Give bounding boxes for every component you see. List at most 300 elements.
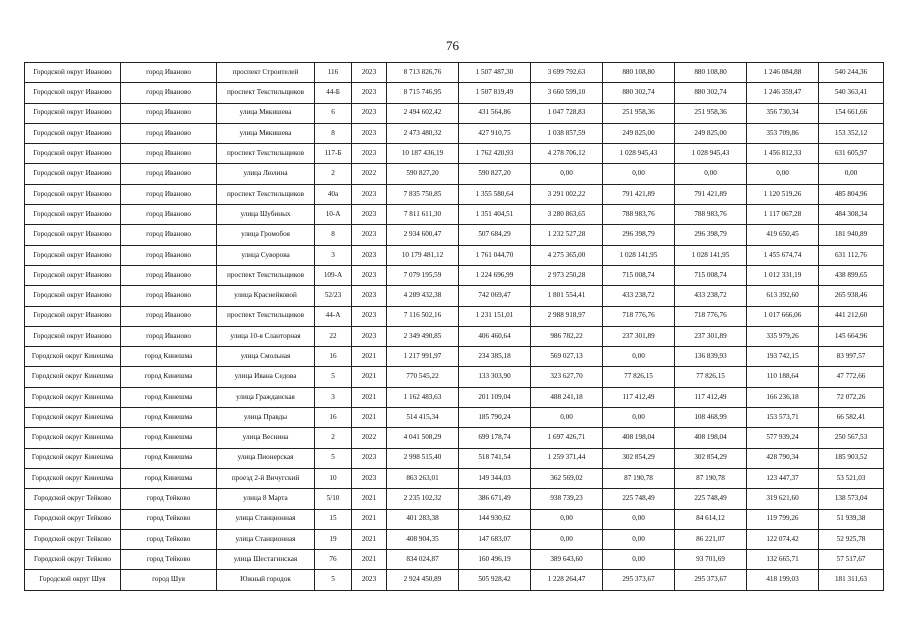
table-cell: 47 772,66	[819, 367, 884, 387]
table-cell: город Иваново	[121, 123, 217, 143]
table-cell: 540 363,41	[819, 83, 884, 103]
table-cell: 3 280 863,65	[531, 205, 603, 225]
table-cell: город Иваново	[121, 306, 217, 326]
table-cell: улица Громобоя	[217, 225, 315, 245]
table-cell: 1 507 819,49	[459, 83, 531, 103]
table-cell: 631 112,76	[819, 245, 884, 265]
table-cell: 2023	[352, 326, 387, 346]
table-cell: 505 928,42	[459, 570, 531, 590]
table-cell: 4 041 508,29	[387, 428, 459, 448]
table-cell: 153 352,12	[819, 123, 884, 143]
table-cell: 1 028 945,43	[603, 144, 675, 164]
table-cell: улица Правды	[217, 408, 315, 428]
table-cell: 265 938,46	[819, 286, 884, 306]
table-cell: город Иваново	[121, 225, 217, 245]
table-cell: 1 117 067,28	[747, 205, 819, 225]
table-cell: 5	[315, 367, 352, 387]
table-cell: 880 302,74	[603, 83, 675, 103]
table-cell: 10 179 481,12	[387, 245, 459, 265]
table-cell: 2 494 602,42	[387, 103, 459, 123]
table-cell: 2	[315, 428, 352, 448]
table-cell: улица Мякишева	[217, 103, 315, 123]
table-cell: 408 198,04	[603, 428, 675, 448]
table-cell: город Иваново	[121, 63, 217, 83]
table-cell: 1 801 554,41	[531, 286, 603, 306]
table-row	[25, 144, 884, 164]
table-cell: улица Пионерская	[217, 448, 315, 468]
table-cell: 438 899,65	[819, 265, 884, 285]
table-cell: 0,00	[531, 408, 603, 428]
table-cell: Городской округ Кинешма	[25, 448, 121, 468]
table-cell: 2023	[352, 83, 387, 103]
table-cell: 2023	[352, 306, 387, 326]
table-cell: 132 665,71	[747, 550, 819, 570]
table-cell: 540 244,36	[819, 63, 884, 83]
table-cell: город Иваново	[121, 83, 217, 103]
table-cell: 8	[315, 225, 352, 245]
table-cell: 123 447,37	[747, 468, 819, 488]
table-cell: 2023	[352, 468, 387, 488]
table-cell: 2021	[352, 529, 387, 549]
table-cell: 631 605,97	[819, 144, 884, 164]
table-cell: проспект Текстильщиков	[217, 83, 315, 103]
table-cell: 715 008,74	[675, 265, 747, 285]
table-cell: 788 983,76	[675, 205, 747, 225]
table-cell: 1 038 857,59	[531, 123, 603, 143]
table-cell: 613 392,60	[747, 286, 819, 306]
table-cell: 138 573,04	[819, 489, 884, 509]
table-cell: город Иваново	[121, 286, 217, 306]
table-cell: город Кинешма	[121, 428, 217, 448]
table-cell: 133 303,90	[459, 367, 531, 387]
table-cell: 52/23	[315, 286, 352, 306]
table-cell: 93 701,69	[675, 550, 747, 570]
table-row	[25, 184, 884, 204]
table-cell: город Кинешма	[121, 468, 217, 488]
table-cell: 302 854,29	[675, 448, 747, 468]
table-cell: 0,00	[603, 408, 675, 428]
table-body	[25, 63, 884, 591]
table-cell: 250 567,53	[819, 428, 884, 448]
table-cell: 44-А	[315, 306, 352, 326]
table-cell: 2021	[352, 387, 387, 407]
table-cell: 5	[315, 570, 352, 590]
table-cell: 590 827,20	[387, 164, 459, 184]
table-cell: 2023	[352, 286, 387, 306]
table-cell: 237 301,89	[603, 326, 675, 346]
table-row	[25, 205, 884, 225]
table-cell: город Иваново	[121, 326, 217, 346]
table-cell: 0,00	[603, 164, 675, 184]
table-cell: Городской округ Кинешма	[25, 347, 121, 367]
table-cell: 433 238,72	[603, 286, 675, 306]
table-cell: Городской округ Кинешма	[25, 408, 121, 428]
table-cell: 2021	[352, 550, 387, 570]
table-cell: город Кинешма	[121, 387, 217, 407]
table-cell: 1 232 527,28	[531, 225, 603, 245]
table-cell: 1 351 404,51	[459, 205, 531, 225]
table-cell: 40а	[315, 184, 352, 204]
table-cell: 791 421,89	[675, 184, 747, 204]
table-cell: 251 958,36	[603, 103, 675, 123]
table-cell: 518 741,54	[459, 448, 531, 468]
table-cell: 0,00	[603, 509, 675, 529]
table-cell: 1 761 044,70	[459, 245, 531, 265]
table-cell: 863 263,01	[387, 468, 459, 488]
table-cell: 4 275 365,00	[531, 245, 603, 265]
table-cell: 986 782,22	[531, 326, 603, 346]
table-cell: Городской округ Иваново	[25, 184, 121, 204]
table-cell: 77 826,15	[603, 367, 675, 387]
table-cell: 577 939,24	[747, 428, 819, 448]
table-cell: 1 246 084,88	[747, 63, 819, 83]
table-cell: 109-А	[315, 265, 352, 285]
table-cell: 362 569,02	[531, 468, 603, 488]
table-cell: 84 614,12	[675, 509, 747, 529]
table-cell: 2021	[352, 489, 387, 509]
table-cell: 428 790,34	[747, 448, 819, 468]
table-cell: 2023	[352, 123, 387, 143]
table-cell: 2021	[352, 367, 387, 387]
table-cell: 2 235 102,32	[387, 489, 459, 509]
table-cell: улица Смольная	[217, 347, 315, 367]
table-cell: 1 017 666,06	[747, 306, 819, 326]
table-row	[25, 367, 884, 387]
table-cell: 249 825,00	[675, 123, 747, 143]
table-cell: Городской округ Иваново	[25, 144, 121, 164]
table-cell: 72 072,26	[819, 387, 884, 407]
table-cell: 8	[315, 123, 352, 143]
table-cell: 249 825,00	[603, 123, 675, 143]
table-cell: 2023	[352, 103, 387, 123]
table-cell: 302 854,29	[603, 448, 675, 468]
table-cell: Городской округ Иваново	[25, 83, 121, 103]
table-cell: 427 910,75	[459, 123, 531, 143]
table-cell: 2022	[352, 164, 387, 184]
table-cell: 1 028 141,95	[675, 245, 747, 265]
table-cell: 136 839,93	[675, 347, 747, 367]
table-cell: 145 664,96	[819, 326, 884, 346]
table-cell: 2 924 450,89	[387, 570, 459, 590]
table-cell: 2021	[352, 347, 387, 367]
table-cell: 0,00	[603, 529, 675, 549]
table-cell: улица Суворова	[217, 245, 315, 265]
table-cell: 323 627,70	[531, 367, 603, 387]
table-cell: город Иваново	[121, 144, 217, 164]
table-row	[25, 570, 884, 590]
table-cell: 590 827,20	[459, 164, 531, 184]
table-cell: 1 697 426,71	[531, 428, 603, 448]
table-cell: улица Станционная	[217, 529, 315, 549]
table-cell: 2021	[352, 509, 387, 529]
table-cell: проспект Текстильщиков	[217, 184, 315, 204]
table-row	[25, 225, 884, 245]
table-row	[25, 428, 884, 448]
table-cell: 2 988 918,97	[531, 306, 603, 326]
table-cell: 181 940,89	[819, 225, 884, 245]
table-cell: улица Шестагинская	[217, 550, 315, 570]
table-cell: 2 473 480,32	[387, 123, 459, 143]
table-cell: 15	[315, 509, 352, 529]
table-cell: 2 998 515,40	[387, 448, 459, 468]
table-cell: 2022	[352, 428, 387, 448]
table-cell: Городской округ Тейково	[25, 489, 121, 509]
table-cell: 10-А	[315, 205, 352, 225]
table-cell: улица Шубиных	[217, 205, 315, 225]
table-cell: 408 904,35	[387, 529, 459, 549]
table-cell: 57 517,67	[819, 550, 884, 570]
table-cell: 4 289 432,38	[387, 286, 459, 306]
table-cell: 181 311,63	[819, 570, 884, 590]
table-cell: 356 730,34	[747, 103, 819, 123]
table-cell: 880 302,74	[675, 83, 747, 103]
table-cell: 419 650,45	[747, 225, 819, 245]
table-cell: Городской округ Иваново	[25, 205, 121, 225]
table-cell: 185 903,52	[819, 448, 884, 468]
table-cell: Городской округ Тейково	[25, 529, 121, 549]
table-cell: 149 344,03	[459, 468, 531, 488]
table-cell: город Кинешма	[121, 448, 217, 468]
table-row	[25, 265, 884, 285]
table-cell: Городской округ Иваново	[25, 265, 121, 285]
table-cell: 51 939,38	[819, 509, 884, 529]
table-cell: Городской округ Кинешма	[25, 367, 121, 387]
table-cell: 251 958,36	[675, 103, 747, 123]
table-cell: 441 212,60	[819, 306, 884, 326]
table-cell: 3 699 792,63	[531, 63, 603, 83]
table-cell: 86 221,07	[675, 529, 747, 549]
table-row	[25, 448, 884, 468]
table-cell: 87 190,78	[675, 468, 747, 488]
table-cell: Городской округ Иваново	[25, 164, 121, 184]
table-cell: Городской округ Кинешма	[25, 387, 121, 407]
table-cell: улица Люлина	[217, 164, 315, 184]
table-cell: 147 683,07	[459, 529, 531, 549]
table-row	[25, 326, 884, 346]
table-cell: Городской округ Тейково	[25, 550, 121, 570]
table-cell: 2023	[352, 144, 387, 164]
table-cell: 2 973 250,28	[531, 265, 603, 285]
table-row	[25, 529, 884, 549]
table-cell: 0,00	[531, 164, 603, 184]
table-cell: 770 545,22	[387, 367, 459, 387]
table-cell: Городской округ Тейково	[25, 509, 121, 529]
table-cell: 295 373,67	[603, 570, 675, 590]
table-cell: 1 259 371,44	[531, 448, 603, 468]
table-cell: 66 582,41	[819, 408, 884, 428]
table-cell: 144 930,62	[459, 509, 531, 529]
table-cell: 0,00	[603, 550, 675, 570]
table-cell: 44-Б	[315, 83, 352, 103]
table-cell: 335 979,26	[747, 326, 819, 346]
table-cell: 715 008,74	[603, 265, 675, 285]
table-cell: 1 162 483,63	[387, 387, 459, 407]
table-cell: Городской округ Иваново	[25, 103, 121, 123]
table-cell: 2023	[352, 225, 387, 245]
table-cell: 160 496,19	[459, 550, 531, 570]
table-cell: 8 715 746,95	[387, 83, 459, 103]
table-cell: город Тейково	[121, 489, 217, 509]
table-cell: 3	[315, 245, 352, 265]
table-cell: город Иваново	[121, 103, 217, 123]
table-cell: 699 178,74	[459, 428, 531, 448]
table-cell: Городской округ Кинешма	[25, 468, 121, 488]
table-cell: 1 456 812,33	[747, 144, 819, 164]
table-cell: 1 455 674,74	[747, 245, 819, 265]
table-cell: 880 108,80	[603, 63, 675, 83]
table-cell: 1 762 420,93	[459, 144, 531, 164]
table-cell: 87 190,78	[603, 468, 675, 488]
table-cell: 8 713 826,76	[387, 63, 459, 83]
table-cell: 83 997,57	[819, 347, 884, 367]
table-cell: 408 198,04	[675, 428, 747, 448]
table-cell: проспект Текстильщиков	[217, 144, 315, 164]
table-row	[25, 63, 884, 83]
table-cell: 1 507 487,30	[459, 63, 531, 83]
table-cell: 3 660 599,10	[531, 83, 603, 103]
table-cell: 154 661,66	[819, 103, 884, 123]
table-cell: 1 231 151,01	[459, 306, 531, 326]
table-cell: 2023	[352, 265, 387, 285]
table-cell: 1 120 519,26	[747, 184, 819, 204]
table-row	[25, 550, 884, 570]
table-cell: улица 8 Марта	[217, 489, 315, 509]
table-cell: 406 460,64	[459, 326, 531, 346]
table-row	[25, 123, 884, 143]
table-cell: 2021	[352, 408, 387, 428]
table-row	[25, 245, 884, 265]
table-cell: 0,00	[603, 347, 675, 367]
table-cell: Городской округ Иваново	[25, 225, 121, 245]
table-cell: 0,00	[747, 164, 819, 184]
table-cell: 110 188,64	[747, 367, 819, 387]
table-cell: 5/10	[315, 489, 352, 509]
table-cell: улица Станционная	[217, 509, 315, 529]
table-cell: 7 835 750,85	[387, 184, 459, 204]
table-cell: 1 224 696,99	[459, 265, 531, 285]
table-cell: 10	[315, 468, 352, 488]
table-cell: 353 709,86	[747, 123, 819, 143]
table-row	[25, 509, 884, 529]
table-row	[25, 286, 884, 306]
table-cell: Южный городок	[217, 570, 315, 590]
table-row	[25, 387, 884, 407]
table-cell: 514 415,34	[387, 408, 459, 428]
table-cell: город Кинешма	[121, 347, 217, 367]
table-cell: 296 398,79	[603, 225, 675, 245]
table-cell: 52 925,78	[819, 529, 884, 549]
table-cell: 1 047 728,83	[531, 103, 603, 123]
table-cell: 234 385,18	[459, 347, 531, 367]
table-cell: Городской округ Иваново	[25, 286, 121, 306]
table-cell: 225 748,49	[675, 489, 747, 509]
table-row	[25, 489, 884, 509]
table-row	[25, 306, 884, 326]
table-cell: 53 521,03	[819, 468, 884, 488]
table-cell: 153 573,71	[747, 408, 819, 428]
table-cell: 1 028 141,95	[603, 245, 675, 265]
table-row	[25, 83, 884, 103]
table-cell: улица Краснейковой	[217, 286, 315, 306]
table-cell: улица 10-я Сланторная	[217, 326, 315, 346]
table-cell: 1 246 359,47	[747, 83, 819, 103]
table-cell: 2023	[352, 448, 387, 468]
table-cell: проспект Текстильщиков	[217, 265, 315, 285]
table-row	[25, 347, 884, 367]
table-cell: 569 027,13	[531, 347, 603, 367]
table-cell: 401 283,38	[387, 509, 459, 529]
table-cell: 193 742,15	[747, 347, 819, 367]
table-cell: 1 355 580,64	[459, 184, 531, 204]
table-cell: 117 412,49	[675, 387, 747, 407]
table-cell: 16	[315, 408, 352, 428]
table-cell: 2023	[352, 570, 387, 590]
table-cell: 834 024,87	[387, 550, 459, 570]
table-cell: 0,00	[531, 529, 603, 549]
table-cell: 237 301,89	[675, 326, 747, 346]
table-cell: 431 564,86	[459, 103, 531, 123]
table-cell: 19	[315, 529, 352, 549]
table-cell: 108 468,99	[675, 408, 747, 428]
table-cell: 1 012 331,19	[747, 265, 819, 285]
table-cell: 4 278 706,12	[531, 144, 603, 164]
table-cell: 5	[315, 448, 352, 468]
table-cell: город Кинешма	[121, 367, 217, 387]
table-cell: 16	[315, 347, 352, 367]
table-cell: 2023	[352, 205, 387, 225]
table-cell: город Иваново	[121, 245, 217, 265]
table-cell: проспект Строителей	[217, 63, 315, 83]
table-cell: 201 109,04	[459, 387, 531, 407]
table-cell: город Тейково	[121, 509, 217, 529]
table-cell: 117-Б	[315, 144, 352, 164]
table-cell: 2 349 490,85	[387, 326, 459, 346]
table-cell: 485 804,96	[819, 184, 884, 204]
table-cell: проспект Текстильщиков	[217, 306, 315, 326]
table-cell: 7 079 195,59	[387, 265, 459, 285]
table-cell: 938 739,23	[531, 489, 603, 509]
table-cell: 1 228 264,47	[531, 570, 603, 590]
table-row	[25, 164, 884, 184]
table-cell: Городской округ Иваново	[25, 326, 121, 346]
table-cell: 791 421,89	[603, 184, 675, 204]
table-cell: 7 811 611,30	[387, 205, 459, 225]
table-cell: 225 748,49	[603, 489, 675, 509]
table-cell: Городской округ Иваново	[25, 63, 121, 83]
table-cell: Городской округ Шуя	[25, 570, 121, 590]
table-cell: Городской округ Кинешма	[25, 428, 121, 448]
table-cell: 484 308,34	[819, 205, 884, 225]
table-cell: Городской округ Иваново	[25, 123, 121, 143]
table-cell: 507 684,29	[459, 225, 531, 245]
table-cell: 488 241,18	[531, 387, 603, 407]
table-cell: 433 238,72	[675, 286, 747, 306]
table-row	[25, 468, 884, 488]
table-cell: город Шуя	[121, 570, 217, 590]
table-cell: 3 291 002,22	[531, 184, 603, 204]
table-cell: 0,00	[531, 509, 603, 529]
table-cell: 2023	[352, 63, 387, 83]
table-cell: улица Ивана Седова	[217, 367, 315, 387]
table-cell: 7 116 502,16	[387, 306, 459, 326]
page-number: 76	[446, 38, 459, 53]
table-cell: 296 398,79	[675, 225, 747, 245]
table-cell: проезд 2-й Вичугский	[217, 468, 315, 488]
table-cell: 0,00	[675, 164, 747, 184]
table-cell: 718 776,76	[675, 306, 747, 326]
table-cell: 122 074,42	[747, 529, 819, 549]
table-cell: город Кинешма	[121, 408, 217, 428]
